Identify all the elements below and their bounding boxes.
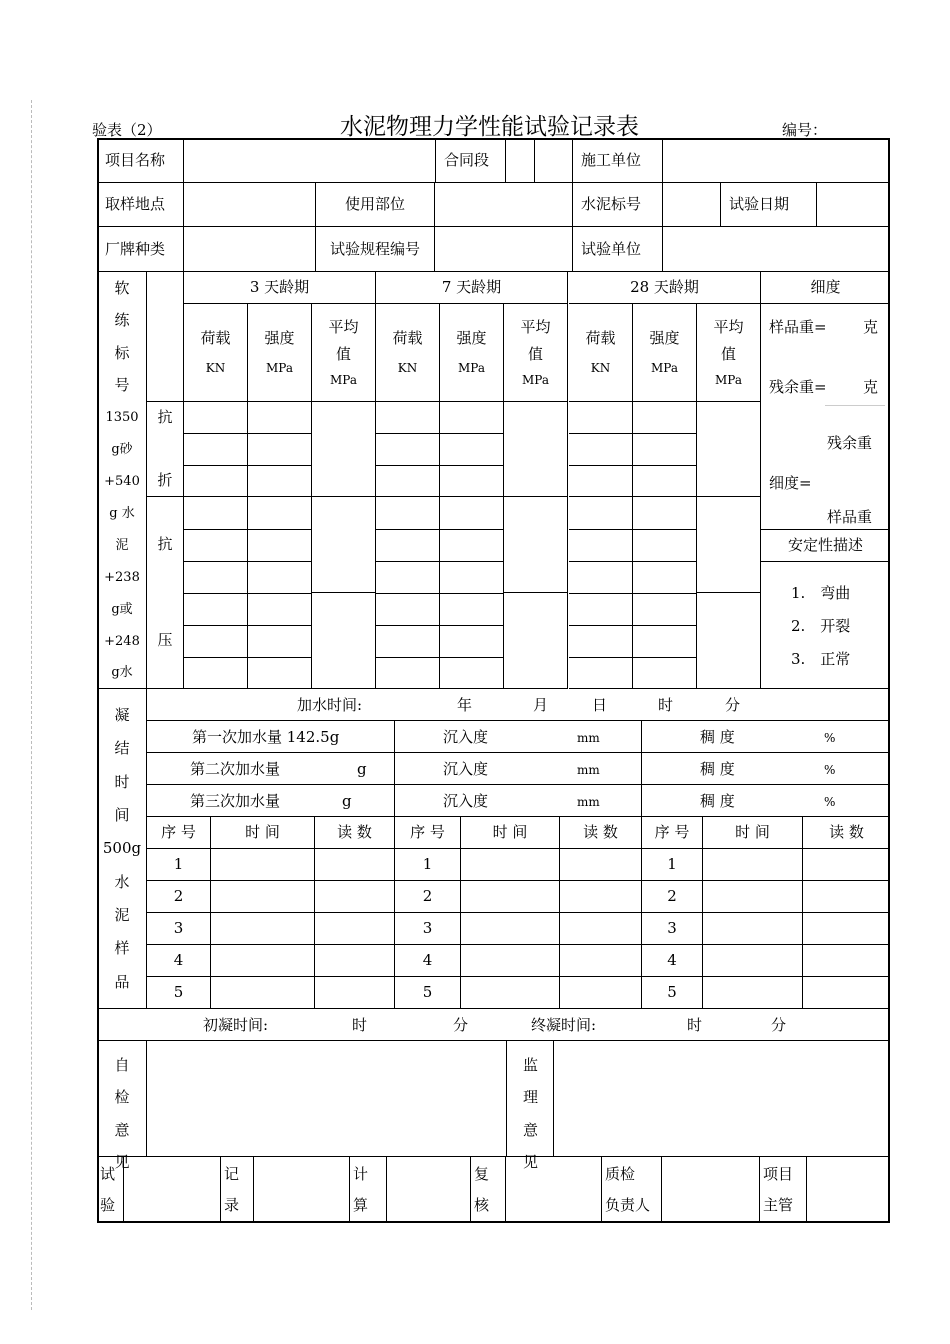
header-time: 时 间 (211, 817, 315, 849)
final-set-label: 终凝时间: (531, 1016, 597, 1034)
reading-cell[interactable] (803, 881, 890, 913)
time-cell[interactable] (211, 913, 315, 945)
sample-weight-label: 样品重= (769, 318, 827, 336)
set-time-row (97, 1009, 890, 1041)
signature-label-line: 项目 (763, 1165, 794, 1183)
field-construction-unit[interactable] (663, 138, 890, 183)
load-label: 荷载 (585, 329, 616, 347)
mix-line-6: +238 (104, 569, 140, 585)
load-label: 荷载 (200, 329, 231, 347)
load-cell[interactable] (184, 497, 248, 530)
label-test-unit: 试验单位 (573, 227, 663, 272)
mix-line-7: g或 (111, 601, 133, 617)
reading-cell[interactable] (803, 849, 890, 881)
signature-label-line: 复 (474, 1165, 490, 1183)
setting-char-4: 间 (114, 806, 130, 825)
time-cell[interactable] (211, 977, 315, 1009)
label-usage-part: 使用部位 (316, 183, 435, 227)
load-unit: KN (397, 361, 418, 375)
load-cell[interactable] (376, 562, 440, 594)
page-title: 水泥物理力学性能试验记录表 (340, 114, 639, 140)
avg-header-3 (312, 304, 376, 402)
time-cell[interactable] (211, 945, 315, 977)
seq-cell: 1 (147, 849, 211, 881)
final-set-minute: 分 (771, 1016, 787, 1034)
time-cell[interactable] (461, 913, 560, 945)
time-cell[interactable] (461, 849, 560, 881)
signature-label-line: 负责人 (605, 1196, 651, 1214)
strength-cell[interactable] (248, 466, 312, 497)
water-minute: 分 (725, 696, 741, 714)
water-day: 日 (592, 696, 608, 714)
load-cell[interactable] (376, 497, 440, 530)
seq-cell: 3 (147, 913, 211, 945)
water-amount-unit: g (342, 792, 352, 810)
consistency-1 (642, 721, 890, 753)
consistency-label: 稠 度 (700, 792, 735, 810)
load-cell[interactable] (569, 658, 633, 689)
time-cell[interactable] (703, 945, 803, 977)
strength-cell[interactable] (440, 562, 504, 594)
water-year: 年 (457, 696, 473, 714)
strength-side-label (97, 272, 147, 689)
fineness-weights (761, 304, 890, 402)
load-cell[interactable] (569, 530, 633, 562)
load-cell[interactable] (184, 434, 248, 466)
water-amount-label: 第二次加水量 (190, 760, 281, 778)
seq-cell: 4 (147, 945, 211, 977)
avg-label-2: 值 (527, 344, 543, 363)
strength-cell[interactable] (440, 626, 504, 658)
water-amount-2 (147, 753, 395, 785)
penetration-2 (395, 753, 642, 785)
signature-field-4[interactable] (506, 1153, 602, 1223)
seq-cell: 2 (642, 881, 703, 913)
avg-header-7 (504, 304, 568, 402)
reading-cell[interactable] (315, 881, 395, 913)
time-cell[interactable] (703, 913, 803, 945)
load-cell[interactable] (569, 626, 633, 658)
reading-cell[interactable] (315, 945, 395, 977)
reading-cell[interactable] (560, 881, 642, 913)
signature-label-line: 计 (353, 1165, 369, 1183)
strength-cell[interactable] (633, 594, 697, 626)
flexural-label (147, 402, 184, 497)
time-cell[interactable] (211, 849, 315, 881)
load-cell[interactable] (569, 402, 633, 434)
strength-cell[interactable] (440, 402, 504, 434)
avg-label-1: 平均 (520, 317, 551, 336)
field-brand-type[interactable] (184, 227, 316, 272)
strength-cell[interactable] (440, 497, 504, 530)
self-check-label (97, 1041, 147, 1172)
supervision-field[interactable] (554, 1041, 890, 1157)
signature-label-6 (760, 1157, 807, 1223)
age-header-3: 3 天龄期 (184, 272, 376, 304)
header-reading: 读 数 (560, 817, 642, 849)
load-cell[interactable] (569, 594, 633, 626)
label-spec-number: 试验规程编号 (316, 227, 435, 272)
consistency-label: 稠 度 (700, 760, 735, 778)
compressive-avg-cell[interactable] (697, 497, 761, 593)
strength-cell[interactable] (248, 402, 312, 434)
consistency-2 (642, 753, 890, 785)
water-amount-unit: g (357, 760, 367, 778)
signature-label-line: 试 (100, 1165, 116, 1183)
initial-set-label: 初凝时间: (203, 1016, 269, 1034)
flexural-char-2: 折 (157, 471, 173, 489)
seq-cell: 3 (395, 913, 461, 945)
signature-field-6[interactable] (807, 1157, 890, 1223)
water-time-label: 加水时间: (297, 696, 363, 714)
blank-corner (147, 272, 184, 402)
seq-cell: 2 (395, 881, 461, 913)
initial-set-minute: 分 (453, 1016, 469, 1034)
compressive-avg-cell[interactable] (312, 497, 376, 593)
stability-list (761, 562, 890, 689)
time-cell[interactable] (703, 849, 803, 881)
stability-item-2: 2. 开裂 (791, 617, 851, 635)
setting-char-3: 时 (114, 772, 130, 791)
time-cell[interactable] (461, 881, 560, 913)
water-amount-label: 第三次加水量 (190, 792, 281, 810)
reading-cell[interactable] (803, 945, 890, 977)
label-contract-section: 合同段 (435, 138, 506, 183)
load-cell[interactable] (184, 466, 248, 497)
field-spec-number[interactable] (435, 227, 573, 272)
strength-cell[interactable] (248, 434, 312, 466)
strength-cell[interactable] (633, 402, 697, 434)
load-cell[interactable] (184, 402, 248, 434)
strength-cell[interactable] (248, 562, 312, 594)
load-cell[interactable] (376, 626, 440, 658)
penetration-3 (395, 785, 642, 817)
load-cell[interactable] (184, 530, 248, 562)
flexural-avg-cell[interactable] (697, 402, 761, 497)
supervision-char-4: 见 (522, 1153, 538, 1172)
signature-label-line: 核 (474, 1196, 490, 1214)
strength-cell[interactable] (633, 497, 697, 530)
penetration-1 (395, 721, 642, 753)
load-cell[interactable] (376, 530, 440, 562)
residue-weight-unit: 克 (862, 378, 878, 396)
strength-cell[interactable] (248, 626, 312, 658)
supervision-char-3: 意 (522, 1120, 538, 1139)
strength-cell[interactable] (440, 530, 504, 562)
strength-cell[interactable] (440, 434, 504, 466)
signature-field-3[interactable] (387, 1157, 471, 1223)
avg-label-3: MPa (715, 372, 742, 387)
water-hour: 时 (658, 696, 674, 714)
age-header-28: 28 天龄期 (569, 272, 761, 304)
strength-cell[interactable] (248, 497, 312, 530)
strength-cell[interactable] (633, 626, 697, 658)
mix-line-5: 泥 (115, 537, 129, 553)
soft-char-2: 练 (114, 311, 130, 330)
label-cement-grade: 水泥标号 (573, 183, 663, 227)
avg-label-1: 平均 (713, 317, 744, 336)
water-month: 月 (533, 696, 549, 714)
strength-cell[interactable] (440, 466, 504, 497)
signature-field-2[interactable] (254, 1157, 350, 1223)
soft-char-1: 软 (114, 278, 130, 297)
soft-char-3: 标 (114, 343, 130, 362)
field-sampling-site[interactable] (184, 183, 316, 227)
flexural-char-1: 抗 (157, 408, 173, 426)
strength-cell[interactable] (633, 466, 697, 497)
avg-label-3: MPa (330, 372, 357, 387)
consistency-unit: % (824, 731, 836, 745)
load-cell[interactable] (184, 562, 248, 594)
load-cell[interactable] (569, 434, 633, 466)
consistency-unit: % (824, 795, 836, 809)
setting-char-1: 凝 (114, 706, 130, 725)
load-cell[interactable] (569, 466, 633, 497)
penetration-unit: mm (577, 795, 600, 809)
seq-cell: 2 (147, 881, 211, 913)
load-label: 荷载 (392, 329, 423, 347)
strength-cell[interactable] (633, 434, 697, 466)
signature-label-line: 验 (100, 1196, 116, 1214)
supervision-char-2: 理 (522, 1088, 538, 1107)
signature-label-line: 录 (224, 1196, 240, 1214)
load-header-28 (569, 304, 633, 402)
penetration-label: 沉入度 (443, 792, 489, 810)
seq-cell: 3 (642, 913, 703, 945)
supervision-label (507, 1041, 554, 1172)
field-test-date[interactable] (817, 183, 890, 227)
self-check-char-3: 意 (114, 1120, 130, 1139)
mix-line-2: g砂 (111, 442, 133, 458)
setting-char-5: 500g (102, 839, 142, 858)
strength-label: 强度 (264, 329, 295, 347)
header-reading: 读 数 (315, 817, 395, 849)
strength-header-7 (440, 304, 504, 402)
setting-char-6: 水 (114, 872, 130, 891)
stability-title: 安定性描述 (761, 530, 890, 562)
avg-label-2: 值 (335, 344, 351, 363)
seq-cell: 4 (642, 945, 703, 977)
strength-label: 强度 (456, 329, 487, 347)
time-cell[interactable] (461, 945, 560, 977)
strength-cell[interactable] (440, 658, 504, 689)
reading-cell[interactable] (803, 913, 890, 945)
signature-label-line: 算 (353, 1196, 369, 1214)
water-amount-label: 第一次加水量 142.5g (192, 728, 340, 746)
penetration-label: 沉入度 (443, 728, 489, 746)
setting-side-label (97, 689, 147, 1009)
reading-cell[interactable] (315, 849, 395, 881)
compressive-avg-cell[interactable] (504, 497, 568, 593)
signature-field-1[interactable] (124, 1157, 221, 1223)
header-time: 时 间 (461, 817, 560, 849)
avg-header-28 (697, 304, 761, 402)
reading-cell[interactable] (560, 945, 642, 977)
fineness-formula (761, 402, 890, 530)
strength-unit: MPa (651, 361, 678, 375)
seq-cell: 5 (147, 977, 211, 1009)
time-cell[interactable] (703, 881, 803, 913)
load-cell[interactable] (569, 497, 633, 530)
reading-cell[interactable] (560, 977, 642, 1009)
self-check-char-2: 检 (114, 1088, 130, 1107)
page-margin-line (31, 100, 32, 1310)
load-cell[interactable] (376, 594, 440, 626)
label-brand-type: 厂牌种类 (97, 227, 184, 272)
label-project-name: 项目名称 (97, 138, 184, 183)
signature-label-1 (97, 1157, 124, 1223)
strength-cell[interactable] (248, 594, 312, 626)
water-amount-3 (147, 785, 395, 817)
self-check-char-4: 见 (114, 1153, 130, 1172)
penetration-unit: mm (577, 731, 600, 745)
signature-label-2 (221, 1157, 254, 1223)
reading-cell[interactable] (560, 913, 642, 945)
setting-char-7: 泥 (114, 906, 130, 925)
load-header-7 (376, 304, 440, 402)
compressive-char-1: 抗 (157, 535, 173, 554)
avg-label-1: 平均 (328, 317, 359, 336)
signature-label-3 (350, 1157, 387, 1223)
load-cell[interactable] (376, 658, 440, 689)
water-amount-1 (147, 721, 395, 753)
seq-cell: 5 (395, 977, 461, 1009)
number-label: 编号： (782, 121, 828, 139)
load-header-3 (184, 304, 248, 402)
reading-cell[interactable] (315, 913, 395, 945)
formula-label: 细度= (769, 474, 812, 492)
reading-cell[interactable] (803, 977, 890, 1009)
form-code: 验表（2） (92, 121, 162, 139)
penetration-unit: mm (577, 763, 600, 777)
strength-cell[interactable] (633, 530, 697, 562)
initial-set-hour: 时 (352, 1016, 368, 1034)
label-sampling-site: 取样地点 (97, 183, 184, 227)
mix-line-8: +248 (104, 633, 140, 649)
setting-char-2: 结 (114, 739, 130, 758)
consistency-label: 稠 度 (700, 728, 735, 746)
avg-label-3: MPa (522, 372, 549, 387)
load-cell[interactable] (184, 658, 248, 689)
water-time-row (147, 689, 890, 721)
load-cell[interactable] (184, 594, 248, 626)
supervision-char-1: 监 (522, 1055, 538, 1074)
strength-cell[interactable] (248, 658, 312, 689)
time-cell[interactable] (703, 977, 803, 1009)
residue-weight-label: 残余重= (769, 378, 827, 396)
load-unit: KN (590, 361, 611, 375)
header-reading: 读 数 (803, 817, 890, 849)
strength-cell[interactable] (248, 530, 312, 562)
strength-label: 强度 (649, 329, 680, 347)
load-cell[interactable] (184, 626, 248, 658)
signature-field-5[interactable] (662, 1157, 760, 1223)
age-header-7: 7 天龄期 (376, 272, 568, 304)
flexural-avg-cell[interactable] (504, 402, 568, 497)
sample-weight-unit: 克 (862, 318, 878, 336)
label-construction-unit: 施工单位 (573, 138, 663, 183)
fineness-title: 细度 (761, 272, 890, 304)
signature-label-line: 记 (224, 1165, 240, 1183)
seq-cell: 5 (642, 977, 703, 1009)
load-unit: KN (205, 361, 226, 375)
formula-numerator: 残余重 (826, 434, 872, 452)
header-seq: 序 号 (147, 817, 211, 849)
strength-unit: MPa (266, 361, 293, 375)
final-set-hour: 时 (687, 1016, 703, 1034)
setting-char-9: 品 (114, 972, 130, 991)
flexural-avg-cell[interactable] (312, 402, 376, 497)
setting-char-8: 样 (114, 939, 130, 958)
reading-cell[interactable] (315, 977, 395, 1009)
stability-item-3: 3. 正常 (791, 650, 851, 668)
penetration-label: 沉入度 (443, 760, 489, 778)
field-usage-part[interactable] (435, 183, 573, 227)
seq-cell: 4 (395, 945, 461, 977)
time-cell[interactable] (211, 881, 315, 913)
compressive-avg-cell[interactable] (504, 593, 568, 689)
consistency-3 (642, 785, 890, 817)
header-time: 时 间 (703, 817, 803, 849)
self-check-field[interactable] (147, 1041, 507, 1157)
strength-cell[interactable] (633, 658, 697, 689)
mix-line-9: g水 (111, 665, 133, 681)
compressive-avg-cell[interactable] (312, 593, 376, 689)
field-test-unit[interactable] (663, 227, 890, 272)
seq-cell: 1 (395, 849, 461, 881)
compressive-avg-cell[interactable] (697, 593, 761, 689)
header-seq: 序 号 (395, 817, 461, 849)
load-cell[interactable] (376, 402, 440, 434)
strength-unit: MPa (458, 361, 485, 375)
seq-cell: 1 (642, 849, 703, 881)
strength-cell[interactable] (633, 562, 697, 594)
soft-char-4: 号 (114, 376, 130, 395)
signature-label-line: 主管 (763, 1196, 794, 1214)
reading-cell[interactable] (560, 849, 642, 881)
mix-line-1: 1350 (105, 410, 139, 426)
field-contract-section[interactable] (506, 138, 573, 183)
strength-cell[interactable] (440, 594, 504, 626)
consistency-unit: % (824, 763, 836, 777)
compressive-char-2: 压 (157, 630, 173, 649)
signature-label-4 (471, 1157, 506, 1223)
load-cell[interactable] (569, 562, 633, 594)
record-table (97, 138, 890, 1223)
signature-label-5 (602, 1157, 662, 1223)
mix-line-3: +540 (104, 474, 140, 490)
load-cell[interactable] (376, 466, 440, 497)
self-check-char-1: 自 (114, 1055, 130, 1074)
strength-header-3 (248, 304, 312, 402)
load-cell[interactable] (376, 434, 440, 466)
signature-label-line: 质检 (605, 1165, 636, 1183)
field-cement-grade[interactable] (663, 183, 721, 227)
stability-item-1: 1. 弯曲 (791, 584, 851, 602)
label-test-date: 试验日期 (721, 183, 817, 227)
avg-label-2: 值 (720, 344, 736, 363)
time-cell[interactable] (461, 977, 560, 1009)
strength-header-28 (633, 304, 697, 402)
header-seq: 序 号 (642, 817, 703, 849)
formula-denominator: 样品重 (826, 508, 872, 526)
compressive-label (147, 497, 184, 689)
mix-line-4: g 水 (109, 506, 135, 522)
